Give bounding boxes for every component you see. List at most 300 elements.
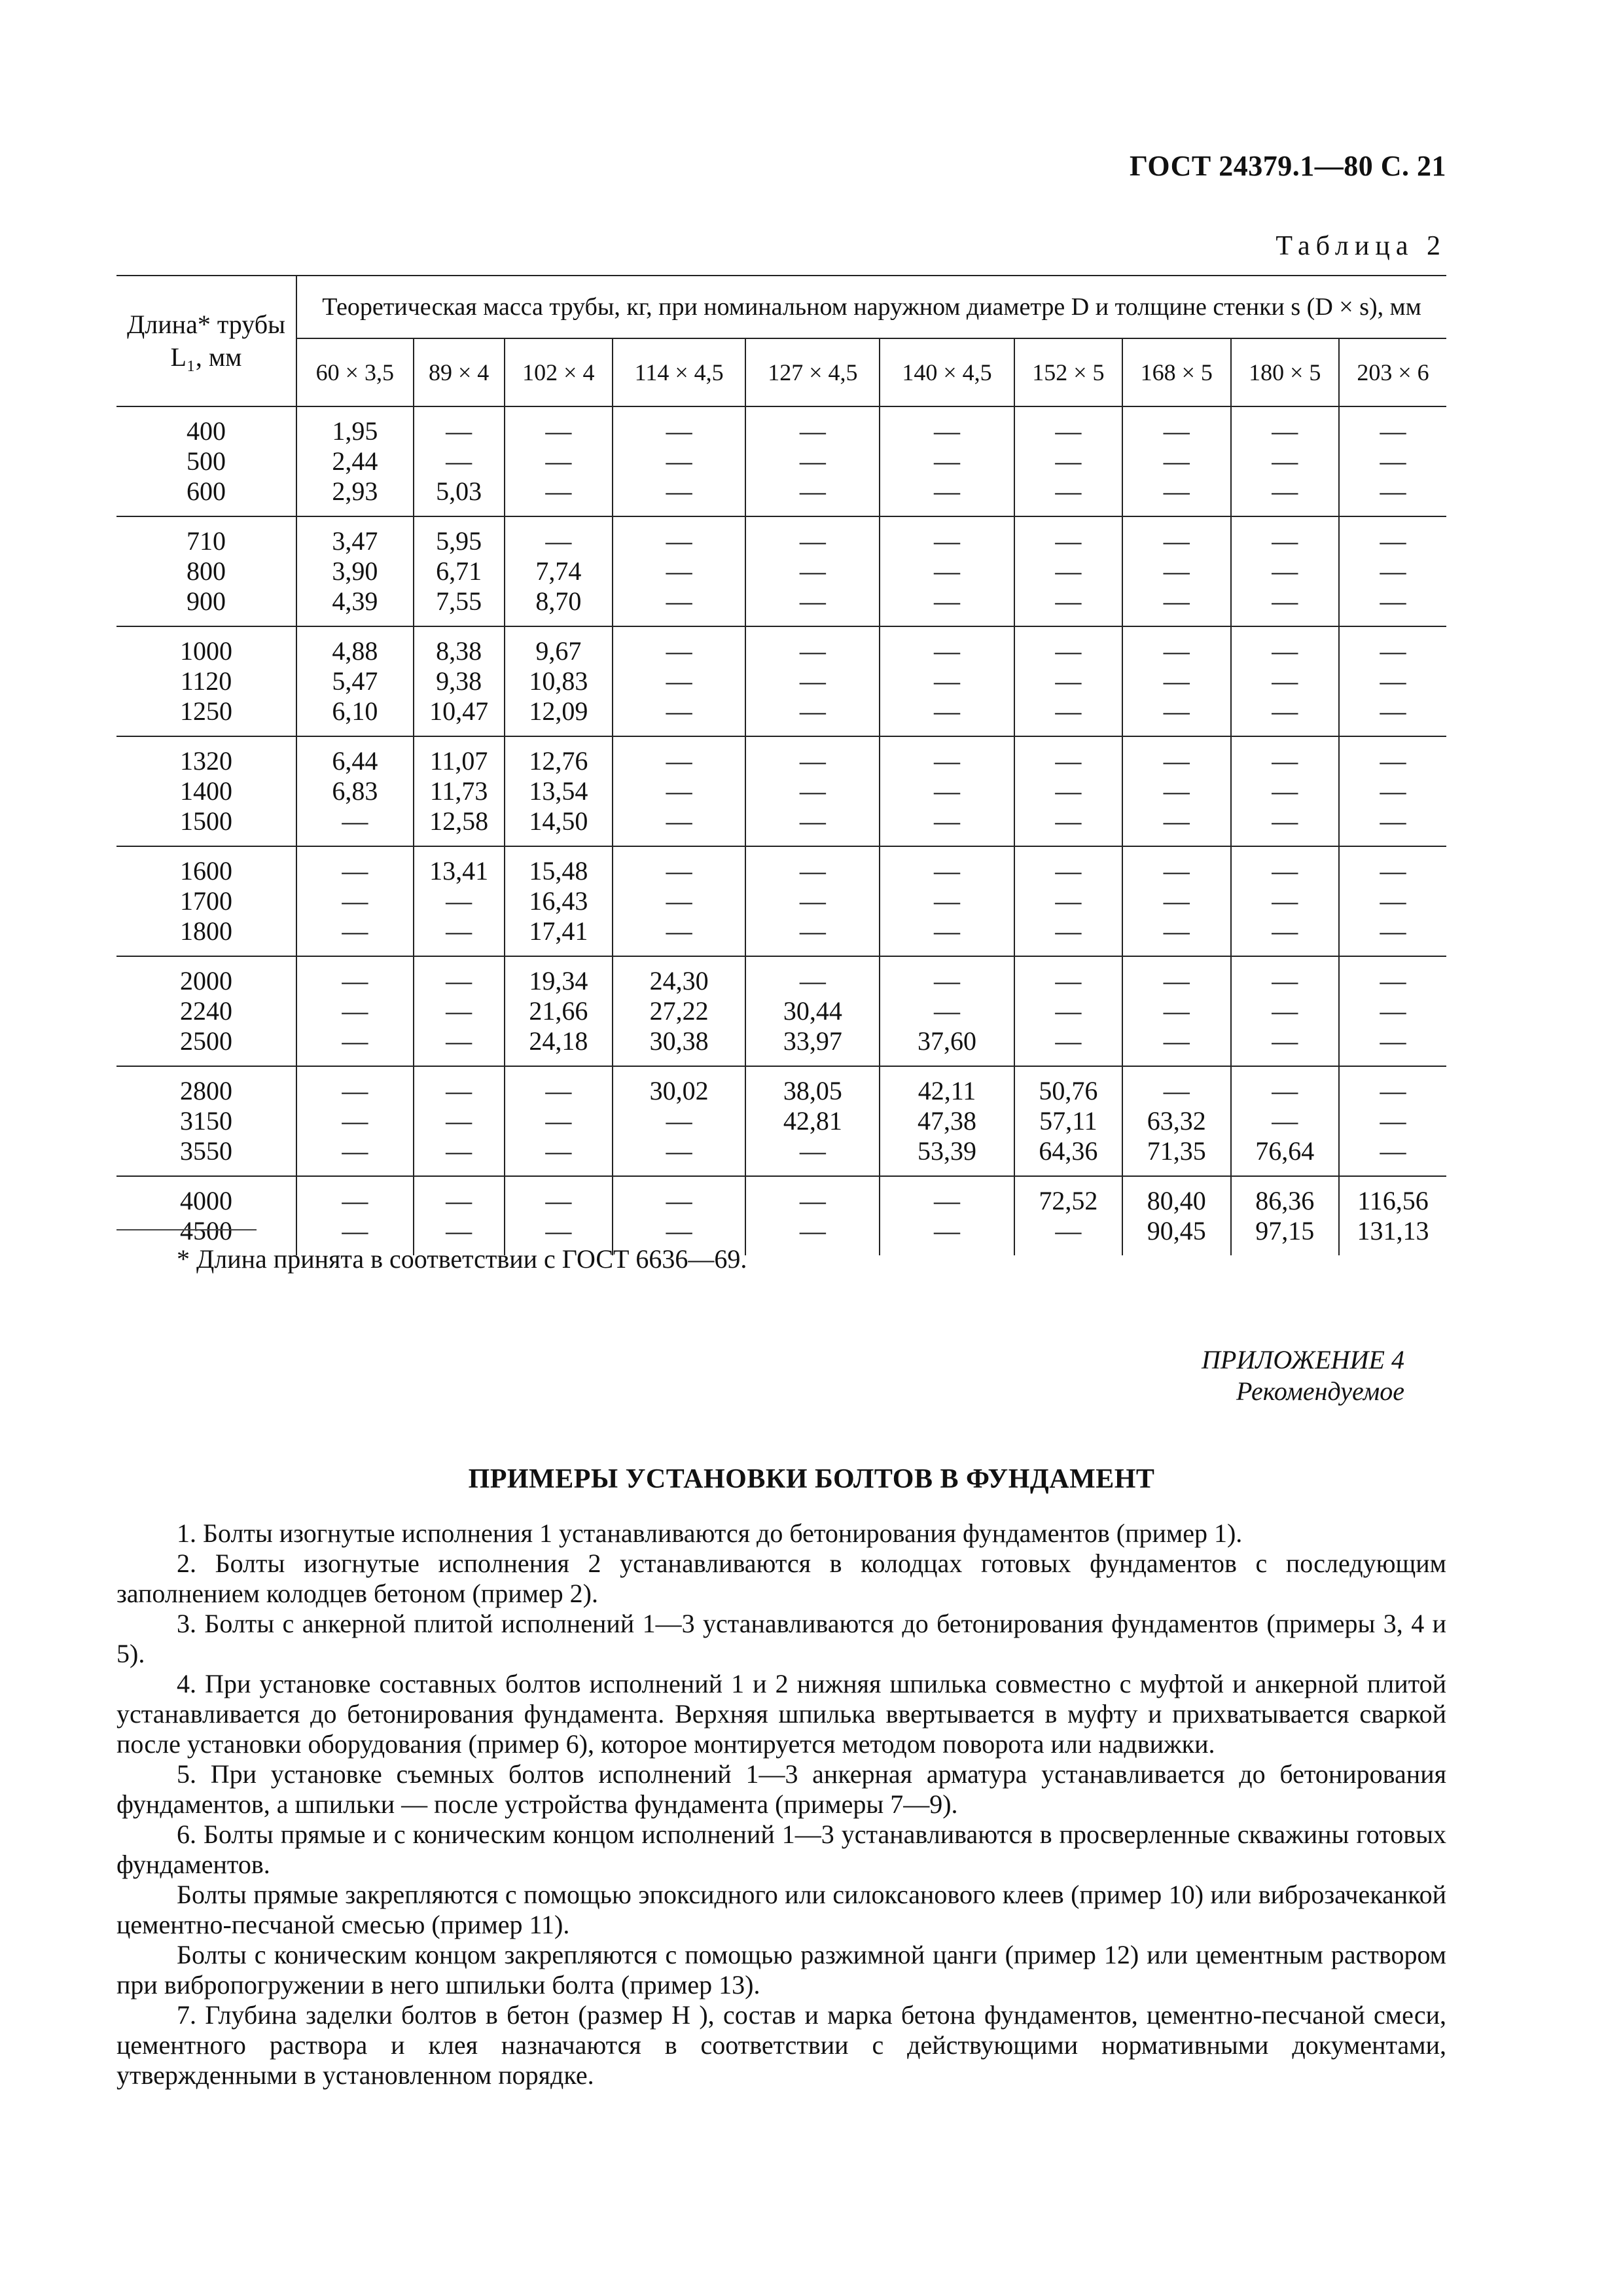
mass-cell: — [505,1066,613,1106]
mass-cell: 116,56 [1339,1176,1446,1216]
body-paragraph: 3. Болты с анкерной плитой исполнений 1—3 устанавливаются до бетонирования фундаментов (примеры 3, 4 и 5). [116,1609,1446,1668]
table-row [116,846,1446,886]
mass-cell: 15,48 [505,846,613,886]
mass-cell: — [1122,476,1230,516]
mass-cell: — [414,446,505,476]
table-row [116,736,1446,776]
body-paragraph: 6. Болты прямые и с коническим концом исполнений 1—3 устанавливаются в просверленные скважины готовых фундаментов. [116,1820,1446,1879]
mass-cell: — [1231,406,1339,446]
mass-cell: — [1014,476,1122,516]
mass-cell: — [880,556,1014,586]
mass-cell: 12,09 [505,696,613,736]
dimension-header-cell: 168 × 5 [1122,338,1230,406]
mass-cell: — [613,776,745,806]
mass-cell: 9,38 [414,666,505,696]
table-row [116,996,1446,1026]
mass-cell: — [1380,416,1406,446]
mass-cell: — [1380,776,1406,806]
mass-cell: 80,40 [1122,1176,1230,1216]
mass-cell: — [296,1216,414,1255]
mass-cell: — [1014,666,1122,696]
length-cell: 1400 [116,776,296,806]
mass-cell: — [613,666,745,696]
mass-cell: — [1380,996,1406,1026]
length-cell: 400 [116,406,296,446]
mass-cell: 6,83 [296,776,414,806]
table-row [116,956,1446,996]
table-row [116,1176,1446,1216]
table-row [116,406,1446,446]
mass-cell: — [1122,806,1230,846]
mass-cell: — [880,806,1014,846]
mass-cell: — [880,626,1014,666]
appendix-label: ПРИЛОЖЕНИЕ 4 [1202,1345,1404,1374]
mass-cell: — [1014,916,1122,956]
pipe-mass-table [116,275,1446,1255]
mass-cell: — [1122,1026,1230,1066]
mass-cell: 10,47 [414,696,505,736]
mass-cell: — [1122,446,1230,476]
mass-cell: — [745,886,880,916]
table-row [116,776,1446,806]
mass-cell: — [296,1026,414,1066]
mass-cell: — [613,736,745,776]
page-header: ГОСТ 24379.1—80 С. 21 [1129,150,1446,182]
mass-cell: — [1380,666,1406,696]
mass-cell: — [880,476,1014,516]
mass-cell: 57,11 [1014,1106,1122,1136]
mass-cell: 2,93 [296,476,414,516]
mass-cell: 5,47 [296,666,414,696]
mass-cell: — [296,806,414,846]
mass-cell: — [880,516,1014,556]
mass-cell: 42,11 [880,1066,1014,1106]
mass-cell: 38,05 [745,1066,880,1106]
mass-cell: 47,38 [880,1106,1014,1136]
mass-cell: — [1380,556,1406,586]
table-row [116,1066,1446,1106]
mass-cell: 11,07 [414,736,505,776]
mass-cell: — [1380,446,1406,476]
mass-cell: 7,74 [505,556,613,586]
mass-cell: — [880,996,1014,1026]
mass-cell: — [613,556,745,586]
table-row [116,586,1446,626]
mass-cell: 21,66 [505,996,613,1026]
mass-cell: 16,43 [505,886,613,916]
length-cell: 1800 [116,916,296,956]
mass-cell: — [745,586,880,626]
appendix-block [1202,1344,1404,1407]
mass-cell: — [1122,666,1230,696]
mass-column-header: Теоретическая масса трубы, кг, при номинальном наружном диаметре D и толщине стенки s (D × s), мм [296,276,1446,338]
body-paragraph: 5. При установке съемных болтов исполнений 1—3 анкерная арматура устанавливается до бетонирования фундаментов, а шпильки — после устройства фундамента (примеры 7—9). [116,1759,1446,1819]
mass-cell: 5,03 [414,476,505,516]
mass-cell: — [745,666,880,696]
mass-cell: — [1231,666,1339,696]
dimension-header-cell: 180 × 5 [1231,338,1339,406]
mass-cell: — [745,736,880,776]
dimension-header-cell: 127 × 4,5 [745,338,880,406]
mass-cell: — [1231,776,1339,806]
dimension-header-cell: 60 × 3,5 [296,338,414,406]
mass-cell: — [1014,1026,1122,1066]
mass-cell: — [1380,916,1406,946]
length-cell: 2800 [116,1066,296,1106]
mass-cell: 90,45 [1122,1216,1230,1255]
mass-cell: — [745,406,880,446]
mass-cell: — [880,846,1014,886]
mass-cell: — [414,1176,505,1216]
footnote-divider [116,1229,257,1230]
table-row [116,806,1446,846]
mass-cell: — [1231,956,1339,996]
mass-cell: — [1339,846,1446,886]
mass-cell: 13,54 [505,776,613,806]
mass-cell: 19,34 [505,956,613,996]
mass-cell: — [745,556,880,586]
mass-cell: 24,18 [505,1026,613,1066]
mass-cell: 131,13 [1357,1216,1429,1246]
mass-cell: — [414,886,505,916]
mass-cell: — [745,446,880,476]
mass-cell: — [1231,996,1339,1026]
mass-cell: 9,67 [505,626,613,666]
mass-cell: 24,30 [613,956,745,996]
mass-cell: — [1014,696,1122,736]
length-cell: 3550 [116,1136,296,1176]
mass-cell: — [505,446,613,476]
mass-cell: — [880,956,1014,996]
table-row [116,1026,1446,1066]
mass-cell: 12,76 [505,736,613,776]
mass-cell: — [613,586,745,626]
mass-cell: — [505,1136,613,1176]
section-body [116,1518,1446,2090]
mass-cell: — [1014,996,1122,1026]
mass-cell: — [1380,696,1406,726]
mass-cell: — [1014,736,1122,776]
mass-cell: — [1231,556,1339,586]
mass-cell: 12,58 [414,806,505,846]
mass-cell: 27,22 [613,996,745,1026]
mass-cell: 53,39 [880,1136,1014,1176]
mass-cell: — [1231,736,1339,776]
mass-cell: — [414,996,505,1026]
mass-cell: 3,47 [296,516,414,556]
mass-cell: 13,41 [414,846,505,886]
mass-cell: — [1122,626,1230,666]
mass-cell: — [1014,626,1122,666]
mass-cell: — [505,1176,613,1216]
length-cell: 800 [116,556,296,586]
dimension-header-cell: 203 × 6 [1339,338,1446,406]
mass-cell: — [613,806,745,846]
mass-cell: 37,60 [880,1026,1014,1066]
mass-cell: — [613,1136,745,1176]
mass-cell: — [1339,736,1446,776]
section-title: ПРИМЕРЫ УСТАНОВКИ БОЛТОВ В ФУНДАМЕНТ [468,1464,1155,1494]
mass-cell: — [1014,846,1122,886]
mass-cell: — [296,996,414,1026]
body-paragraph: 1. Болты изогнутые исполнения 1 устанавливаются до бетонирования фундаментов (пример 1). [177,1518,1243,1548]
length-cell: 1000 [116,626,296,666]
mass-cell: — [414,406,505,446]
mass-cell: — [1122,996,1230,1026]
mass-cell: — [745,1136,880,1176]
mass-cell: — [745,696,880,736]
mass-cell: 76,64 [1231,1136,1339,1176]
table-row [116,666,1446,696]
mass-cell: — [745,1216,880,1255]
mass-cell: — [414,1106,505,1136]
mass-cell: — [1231,1026,1339,1066]
mass-cell: 97,15 [1231,1216,1339,1255]
mass-cell: — [745,806,880,846]
mass-cell: 63,32 [1122,1106,1230,1136]
mass-cell: 14,50 [505,806,613,846]
mass-cell: — [1122,846,1230,886]
mass-cell: — [880,1176,1014,1216]
mass-cell: — [1122,586,1230,626]
mass-cell: — [1231,846,1339,886]
mass-cell: 4,39 [296,586,414,626]
mass-cell: — [880,586,1014,626]
footnote: * Длина принята в соответствии с ГОСТ 6636—69. [177,1244,747,1274]
mass-cell: — [745,846,880,886]
mass-cell: — [613,406,745,446]
mass-cell: — [1014,806,1122,846]
mass-cell: — [296,956,414,996]
length-cell: 1120 [116,666,296,696]
mass-cell: 71,35 [1122,1136,1230,1176]
mass-cell: — [613,516,745,556]
table-container [116,275,1446,1255]
mass-cell: — [414,916,505,956]
mass-cell: — [1014,956,1122,996]
mass-cell: 11,73 [414,776,505,806]
mass-cell: — [1122,556,1230,586]
mass-cell: — [296,1176,414,1216]
mass-cell: — [613,446,745,476]
mass-cell: — [1122,516,1230,556]
mass-cell: — [1014,886,1122,916]
mass-cell: 86,36 [1231,1176,1339,1216]
mass-cell: 8,70 [505,586,613,626]
mass-cell: — [1122,916,1230,956]
length-cell: 2500 [116,1026,296,1066]
body-paragraph: Болты с коническим концом закрепляются с помощью разжимной цанги (пример 12) или цементным раствором при вибропогружении в него шпильки болта (пример 13). [116,1940,1446,2000]
appendix-status: Рекомендуемое [1236,1376,1404,1406]
mass-cell: — [1231,626,1339,666]
mass-cell: — [1122,776,1230,806]
mass-cell: — [613,626,745,666]
mass-cell: 6,71 [414,556,505,586]
mass-cell: — [414,956,505,996]
length-cell: 1600 [116,846,296,886]
length-cell: 4000 [116,1176,296,1216]
mass-cell: — [1231,886,1339,916]
mass-cell: — [1014,586,1122,626]
mass-cell: — [296,886,414,916]
mass-cell: — [1231,476,1339,516]
dimension-header-cell: 114 × 4,5 [613,338,745,406]
mass-cell: 30,44 [745,996,880,1026]
mass-cell: 33,97 [745,1026,880,1066]
length-cell: 1700 [116,886,296,916]
mass-cell: — [1122,956,1230,996]
mass-cell: — [1231,446,1339,476]
mass-cell: 30,02 [613,1066,745,1106]
mass-cell: — [505,516,613,556]
mass-cell: 2,44 [296,446,414,476]
mass-cell: — [880,776,1014,806]
mass-cell: — [414,1136,505,1176]
table-row [116,886,1446,916]
mass-cell: — [880,696,1014,736]
mass-cell: 7,55 [414,586,505,626]
mass-cell: — [880,736,1014,776]
dimension-header-cell: 140 × 4,5 [880,338,1014,406]
length-cell: 900 [116,586,296,626]
mass-cell: 1,95 [296,406,414,446]
mass-cell: — [505,1216,613,1255]
mass-cell: — [505,406,613,446]
mass-cell: — [745,956,880,996]
table-caption: Таблица 2 [1275,231,1446,261]
mass-cell: — [880,1216,1014,1255]
mass-cell: — [880,666,1014,696]
dimension-header-cell: 102 × 4 [505,338,613,406]
mass-cell: — [745,1176,880,1216]
mass-cell: — [1122,406,1230,446]
mass-cell: — [1014,516,1122,556]
dimension-header-cell: 152 × 5 [1014,338,1122,406]
mass-cell: — [1339,956,1446,996]
mass-cell: 72,52 [1014,1176,1122,1216]
length-cell: 2240 [116,996,296,1026]
mass-cell: 8,38 [414,626,505,666]
dimension-header-row [116,338,1446,406]
mass-cell: — [1339,1066,1446,1106]
mass-cell: — [745,626,880,666]
mass-cell: — [1380,1026,1406,1056]
mass-cell: 6,10 [296,696,414,736]
mass-cell: — [505,476,613,516]
length-cell: 500 [116,446,296,476]
mass-cell: — [1122,886,1230,916]
body-paragraph: Болты прямые закрепляются с помощью эпоксидного или силоксанового клеев (пример 10) или виброзачеканкой цементно-песчаной смесью (пример 11). [116,1880,1446,1939]
mass-cell: 6,44 [296,736,414,776]
length-cell: 3150 [116,1106,296,1136]
mass-cell: — [296,1066,414,1106]
mass-cell: — [296,1136,414,1176]
dimension-header-cell: 89 × 4 [414,338,505,406]
mass-cell: — [296,916,414,956]
table-body [116,406,1446,1255]
mass-cell: — [745,776,880,806]
length-cell: 4500 [116,1216,296,1255]
mass-cell: — [414,1066,505,1106]
mass-cell: — [1231,696,1339,736]
mass-cell: — [745,916,880,956]
mass-cell: — [1339,626,1446,666]
mass-cell: — [1231,806,1339,846]
mass-cell: — [613,1106,745,1136]
mass-cell: 17,41 [505,916,613,956]
length-cell: 710 [116,516,296,556]
mass-cell: — [1231,1106,1339,1136]
table-row [116,476,1446,516]
mass-cell: — [613,476,745,516]
body-paragraph: 4. При установке составных болтов исполнений 1 и 2 нижняя шпилька совместно с муфтой и анкерной плитой устанавливается до бетонирования фундамента. Верхняя шпилька ввертывается в муфту и прихватывается сваркой после установки оборудования (пример 6), которое монтируется методом поворота или надвижки. [116,1669,1446,1759]
length-cell: 600 [116,476,296,516]
mass-cell: — [1339,516,1446,556]
mass-cell: — [1014,556,1122,586]
length-cell: 1320 [116,736,296,776]
mass-cell: — [1122,736,1230,776]
mass-cell: — [613,1216,745,1255]
mass-cell: — [414,1216,505,1255]
mass-cell: — [745,516,880,556]
mass-cell: 5,95 [414,516,505,556]
length-cell: 1500 [116,806,296,846]
mass-cell: — [1014,1216,1122,1255]
mass-cell: — [613,846,745,886]
length-header-label: Длина* трубы [127,310,285,339]
table-row [116,696,1446,736]
table-row [116,1136,1446,1176]
mass-cell: 50,76 [1014,1066,1122,1106]
mass-cell: — [1380,886,1406,916]
mass-cell: — [613,916,745,956]
mass-cell: — [296,1106,414,1136]
mass-cell: 64,36 [1014,1136,1122,1176]
mass-cell: — [1014,776,1122,806]
length-cell: 2000 [116,956,296,996]
mass-cell: — [1380,806,1406,836]
mass-cell: — [1231,1066,1339,1106]
length-cell: 1250 [116,696,296,736]
table-row [116,1106,1446,1136]
mass-cell: — [1231,586,1339,626]
mass-cell: — [880,446,1014,476]
length-column-header [116,276,296,406]
mass-cell: — [414,1026,505,1066]
mass-cell: — [880,886,1014,916]
mass-cell: — [1122,696,1230,736]
table-row [116,446,1446,476]
mass-cell: — [1014,406,1122,446]
mass-cell: — [505,1106,613,1136]
mass-cell: 42,81 [745,1106,880,1136]
body-paragraph: 7. Глубина заделки болтов в бетон (размер H ), состав и марка бетона фундаментов, цементно-песчаной смеси, цементного раствора и клея назначаются в соответствии с действующими нормативными документами, утвержденными в установленном порядке. [116,2000,1446,2090]
table-row [116,516,1446,556]
mass-cell: — [1380,1136,1406,1166]
mass-cell: — [1231,516,1339,556]
mass-cell: 10,83 [505,666,613,696]
table-row [116,916,1446,956]
mass-cell: — [1122,1066,1230,1106]
mass-cell: — [1380,476,1406,506]
mass-cell: — [613,1176,745,1216]
mass-cell: — [613,886,745,916]
mass-cell: 4,88 [296,626,414,666]
mass-cell: — [745,476,880,516]
mass-cell: — [613,696,745,736]
mass-cell: — [1014,446,1122,476]
mass-cell: — [880,406,1014,446]
